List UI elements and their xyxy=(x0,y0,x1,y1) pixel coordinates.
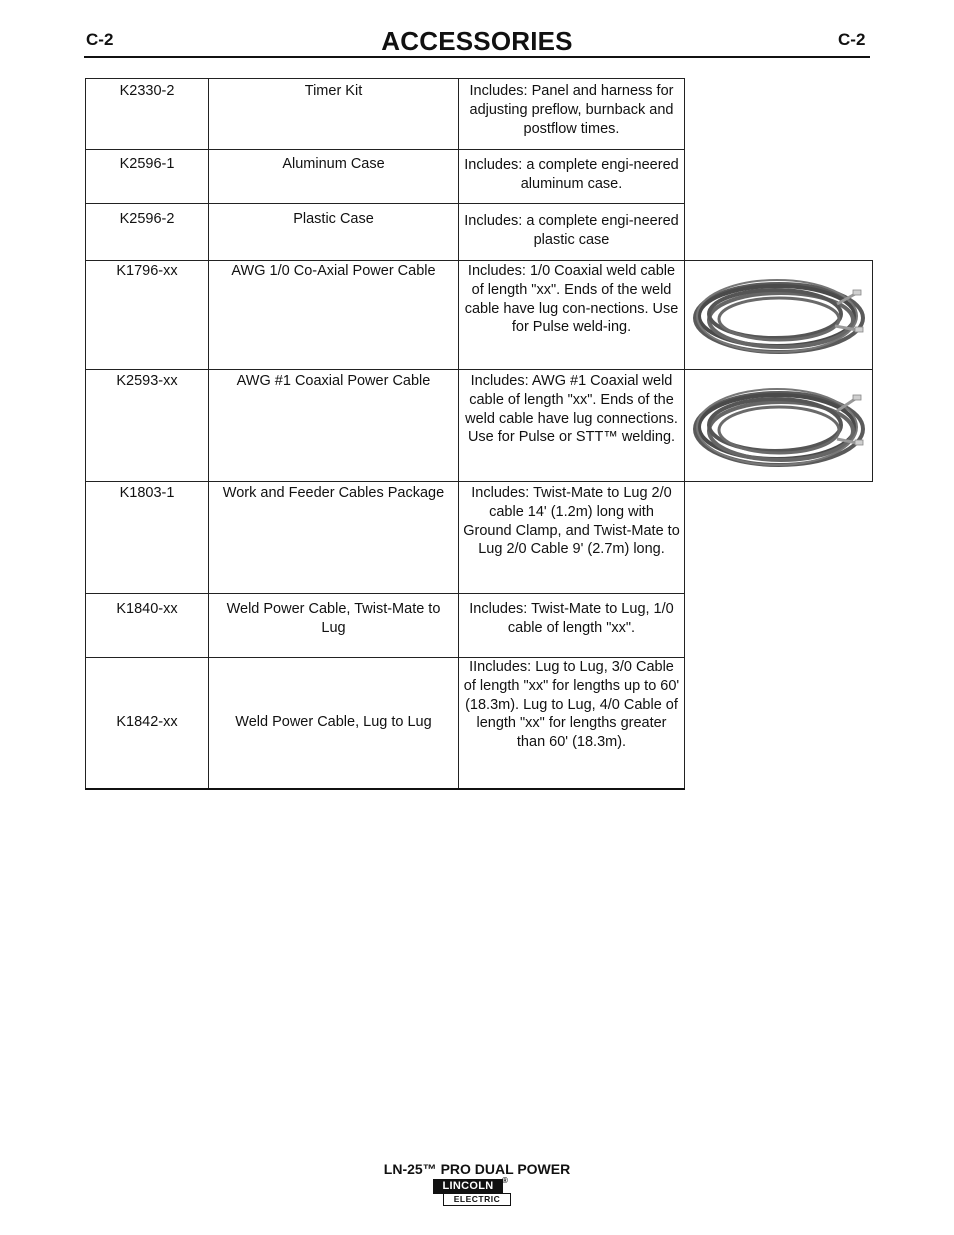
page-number-right: C-2 xyxy=(838,30,866,49)
item-description: Includes: Twist-Mate to Lug 2/0 cable 14' (1.2m) long with Ground Clamp, and Twist-Mate to Lug 2/0 Cable 9' (2.7m) long. xyxy=(459,482,685,594)
header-rule xyxy=(84,56,870,58)
part-number: K1803-1 xyxy=(86,482,209,594)
part-number: K2593-xx xyxy=(86,370,209,482)
part-number: K1840-xx xyxy=(86,594,209,658)
part-number: K2330-2 xyxy=(86,79,209,150)
table-row xyxy=(86,150,873,204)
item-name: Timer Kit xyxy=(209,79,459,150)
cable-photo-cell xyxy=(685,261,873,370)
item-description: Includes: Twist-Mate to Lug, 1/0 cable of length "xx". xyxy=(459,594,685,658)
part-number: K1796-xx xyxy=(86,261,209,370)
item-name: Weld Power Cable, Lug to Lug xyxy=(209,658,459,789)
part-number: K2596-2 xyxy=(86,204,209,261)
coiled-cable-photo-icon xyxy=(687,264,871,366)
table-row xyxy=(86,482,873,594)
table-row xyxy=(86,79,873,150)
table-row xyxy=(86,658,873,789)
item-description: Includes: a complete engi-neered aluminum case. xyxy=(459,150,685,204)
item-name: Work and Feeder Cables Package xyxy=(209,482,459,594)
part-number: K1842-xx xyxy=(86,658,209,789)
footer-model-name: LN-25™ PRO DUAL POWER xyxy=(383,1161,571,1177)
part-number: K2596-1 xyxy=(86,150,209,204)
item-description: IIncludes: Lug to Lug, 3/0 Cable of length "xx" for lengths up to 60' (18.3m). Lug to Lug, 4/0 Cable of length "xx" for lengths greater than 60' (18.3m). xyxy=(459,658,685,789)
item-description: Includes: 1/0 Coaxial weld cable of length "xx". Ends of the weld cable have lug con-nections. Use for Pulse weld-ing. xyxy=(459,261,685,370)
table-row xyxy=(86,261,873,370)
table-row xyxy=(86,370,873,482)
coiled-cable-photo-icon xyxy=(687,373,871,479)
item-description: Includes: AWG #1 Coaxial weld cable of length "xx". Ends of the weld cable have lug connections. Use for Pulse or STT™ welding. xyxy=(459,370,685,482)
item-name: AWG #1 Coaxial Power Cable xyxy=(209,370,459,482)
item-description: Includes: a complete engi-neered plastic case xyxy=(459,204,685,261)
logo-registered-mark: ® xyxy=(502,1176,508,1185)
page-number-left: C-2 xyxy=(86,30,114,49)
logo-bottom-band: ELECTRIC xyxy=(443,1193,511,1206)
item-name: AWG 1/0 Co-Axial Power Cable xyxy=(209,261,459,370)
lincoln-electric-logo xyxy=(433,1176,511,1206)
table-row xyxy=(86,204,873,261)
accessories-table xyxy=(85,78,873,790)
table-row xyxy=(86,594,873,658)
item-description: Includes: Panel and harness for adjusting preflow, burnback and postflow times. xyxy=(459,79,685,150)
item-name: Plastic Case xyxy=(209,204,459,261)
page-title: ACCESSORIES xyxy=(381,26,573,56)
cable-photo-cell xyxy=(685,370,873,482)
item-name: Weld Power Cable, Twist-Mate to Lug xyxy=(209,594,459,658)
logo-top-band: LINCOLN xyxy=(433,1179,503,1194)
item-name: Aluminum Case xyxy=(209,150,459,204)
